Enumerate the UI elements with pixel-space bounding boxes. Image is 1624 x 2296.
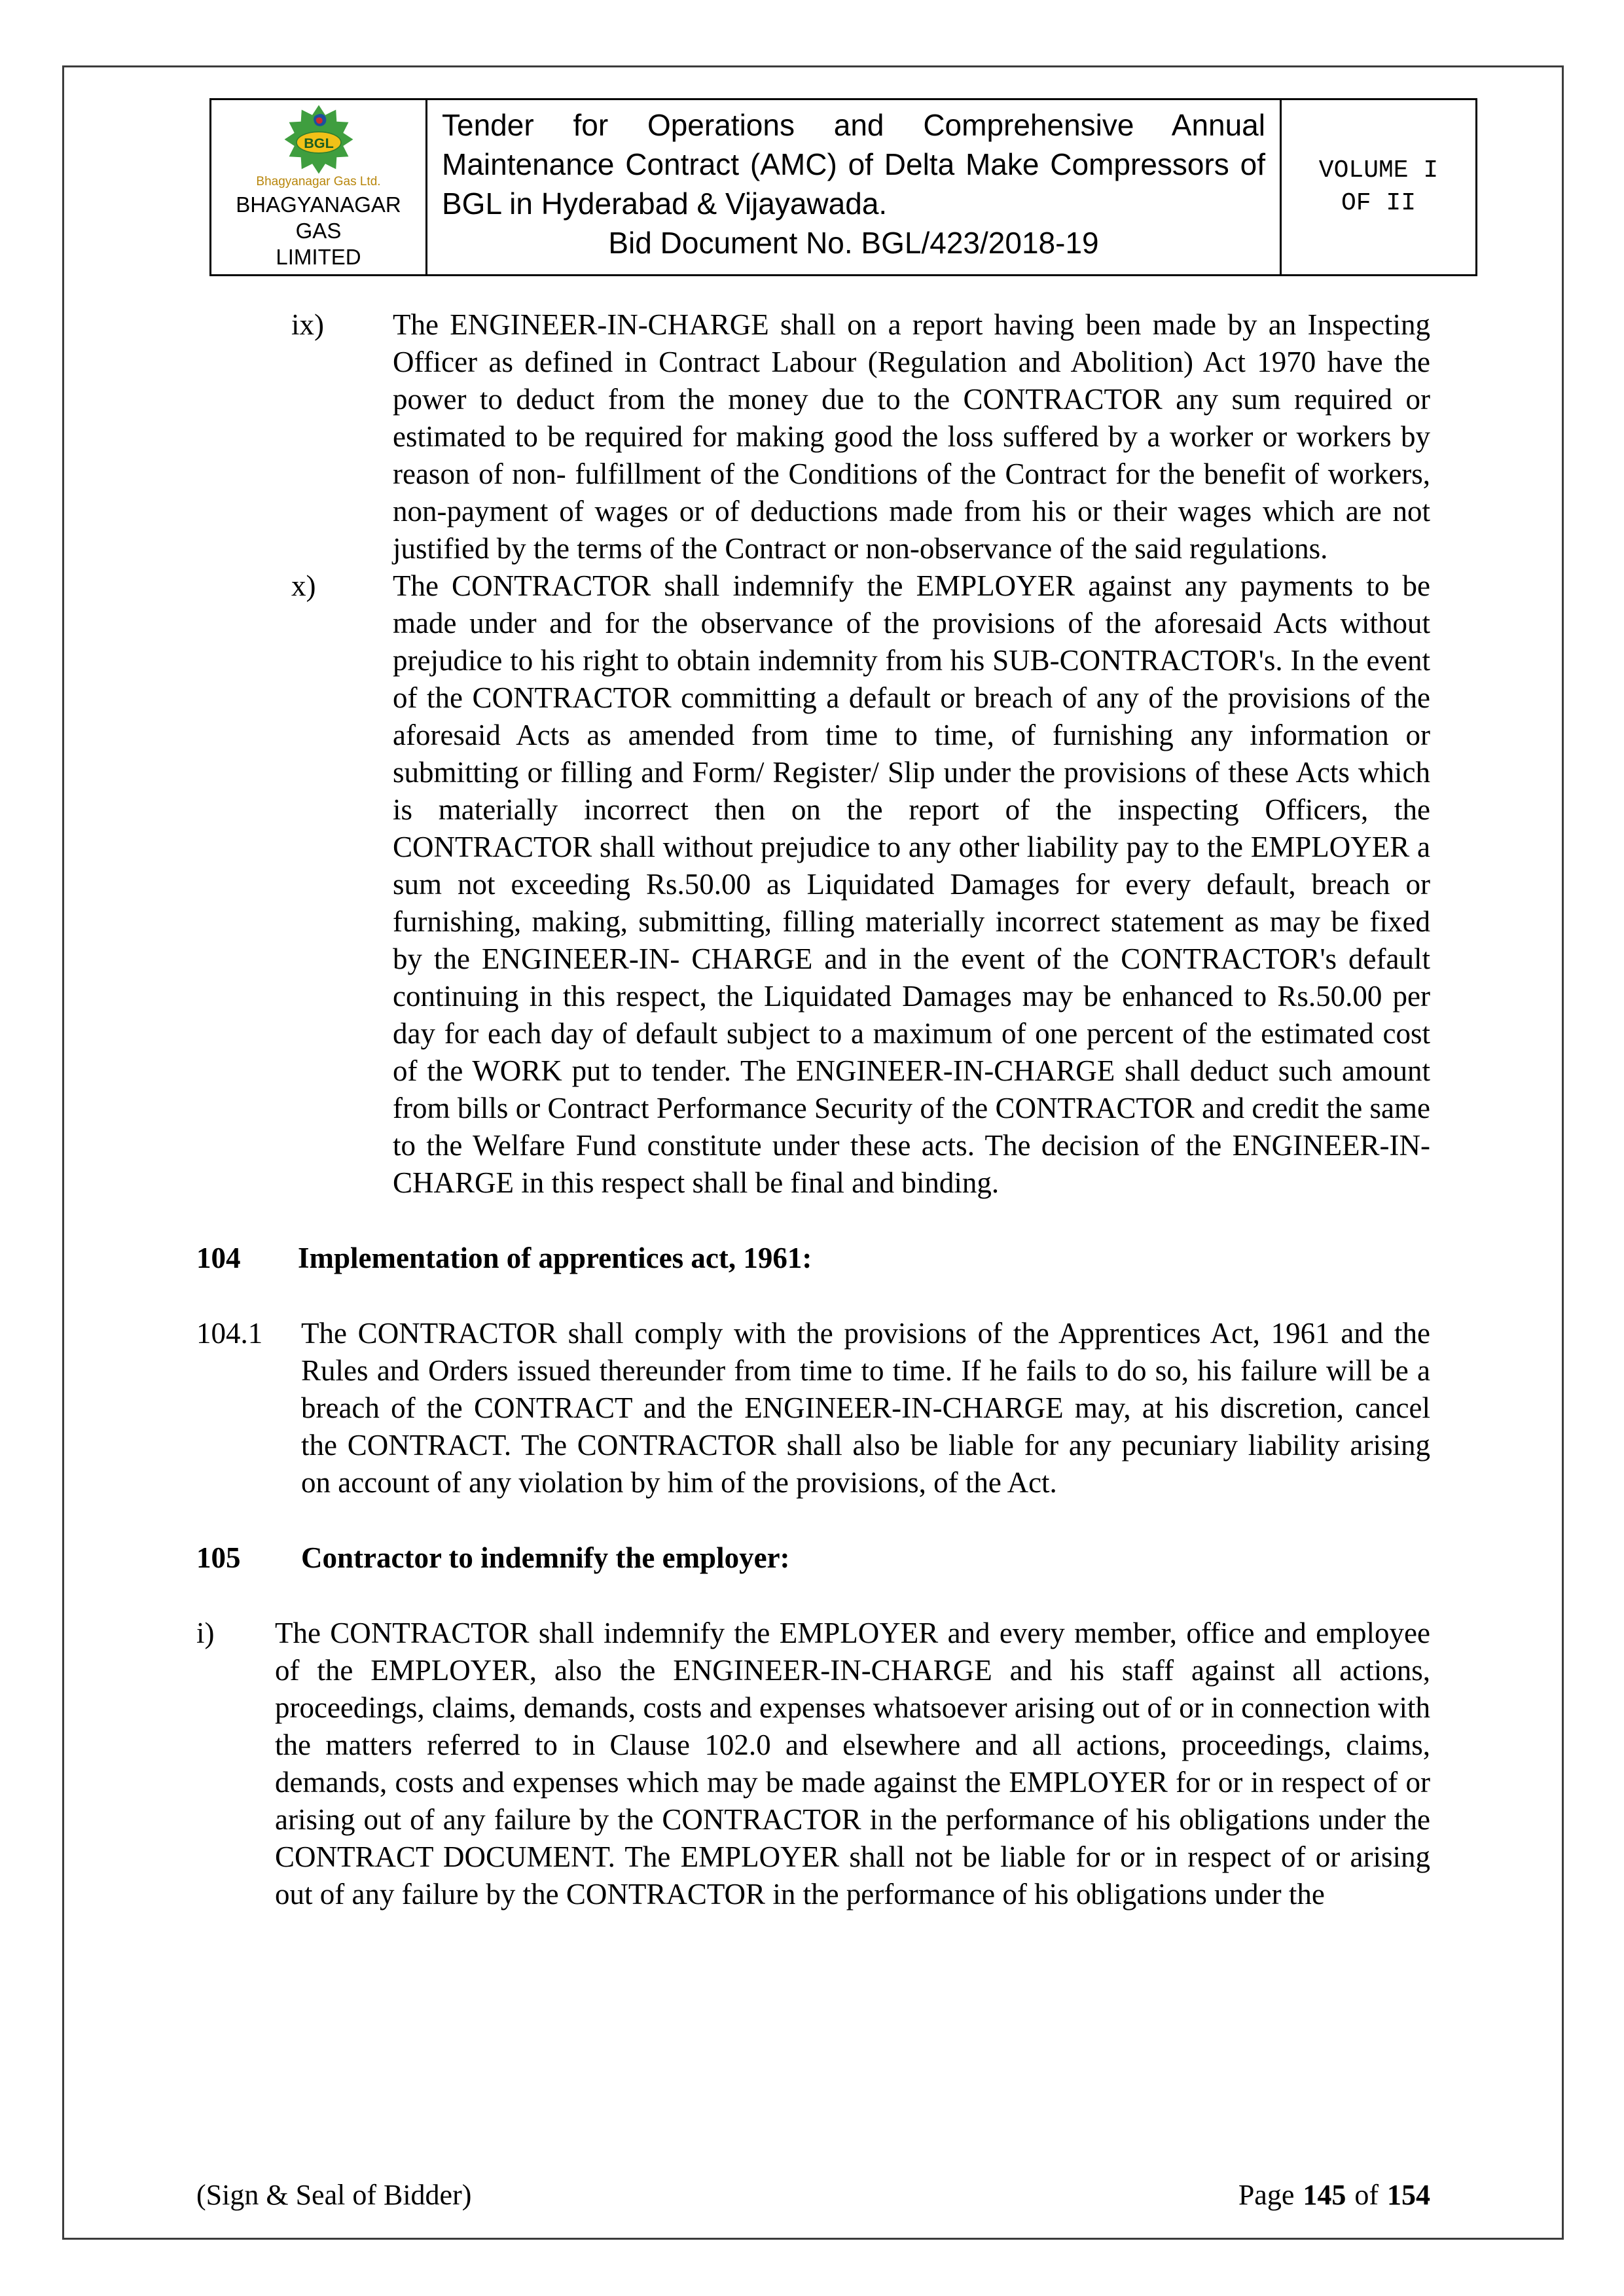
bid-document-number: Bid Document No. BGL/423/2018-19 [608, 226, 1099, 260]
logo-monogram: BGL [303, 135, 334, 152]
clause-104-1 [196, 1315, 1430, 1501]
company-name-line2: LIMITED [276, 245, 361, 269]
section-number: 104 [196, 1242, 241, 1274]
page-number: 145 [1303, 2179, 1346, 2211]
clause-item-x [196, 567, 1430, 1202]
header-logo-cell [211, 100, 427, 274]
company-name [214, 192, 423, 270]
section-heading-104 [196, 1240, 1430, 1277]
header-table [209, 98, 1477, 276]
clause-number: 104.1 [196, 1317, 263, 1350]
clause-text: The CONTRACTOR shall comply with the provisions of the Apprentices Act, 1961 and the Rules and Orders issued thereunder from time to time. If he fails to do so, his failure will be a breach of the CONTRACT and the ENGINEER-IN-CHARGE may, at his discretion, cancel the CONTRACT. The CONTRACTOR shall also be liable for any pecuniary liability arising on account of any violation by him of the provisions, of the Act. [301, 1317, 1430, 1499]
clause-label: i) [196, 1617, 215, 1649]
volume-line1: VOLUME I [1318, 156, 1439, 185]
of-word: of [1354, 2179, 1379, 2211]
section-number: 105 [196, 1541, 241, 1574]
clause-item-ix [196, 306, 1430, 567]
clause-text: The CONTRACTOR shall indemnify the EMPLOYER and every member, office and employee of the EMPLOYER, also the ENGINEER-IN-CHARGE and his staff against all actions, proceedings, claims, demands, costs and expenses whatsoever arising out of or in connection with the matters referred to in Clause 102.0 and elsewhere and all actions, proceedings, claims, demands, costs and expenses which may be made against the EMPLOYER for or in respect of or arising out of any failure by the CONTRACTOR in the performance of his obligations under the CONTRACT DOCUMENT. The EMPLOYER shall not be liable for or in respect of or arising out of any failure by the CONTRACTOR in the performance of his obligations under the [275, 1617, 1430, 1910]
page-footer [196, 2178, 1430, 2212]
page-indicator [1238, 2178, 1430, 2212]
bgl-logo-icon [270, 104, 368, 175]
document-body [196, 306, 1430, 1913]
sign-seal-note: (Sign & Seal of Bidder) [196, 2179, 472, 2211]
clause-label: x) [291, 569, 316, 602]
section-title: Implementation of apprentices act, 1961: [298, 1242, 812, 1274]
section-title: Contractor to indemnify the employer: [301, 1541, 790, 1574]
company-name-line1: BHAGYANAGAR GAS [236, 192, 401, 243]
volume-line2: OF II [1341, 189, 1416, 217]
clause-item-i [196, 1615, 1430, 1913]
clause-label: ix) [291, 308, 324, 341]
section-heading-105 [196, 1539, 1430, 1577]
logo-caption: Bhagyanagar Gas Ltd. [256, 175, 381, 188]
total-pages: 154 [1387, 2179, 1430, 2211]
page-word: Page [1238, 2179, 1295, 2211]
header-title-cell [427, 100, 1282, 274]
tender-title: Tender for Operations and Comprehensive Annual Maintenance Contract (AMC) of Delta Make Compressors of BGL in Hyderabad & Vijayawada. [442, 108, 1265, 221]
clause-text: The CONTRACTOR shall indemnify the EMPLOYER against any payments to be made under and for the observance of the provisions of the aforesaid Acts without prejudice to his right to obtain indemnity from his SUB-CONTRACTOR's. In the event of the CONTRACTOR committing a default or breach of any of the provisions of the aforesaid Acts as amended from time to time, of furnishing any information or submitting or filling and Form/ Register/ Slip under the provisions of these Acts which is materially incorrect then on the report of the inspecting Officers, the CONTRACTOR shall without prejudice to any other liability pay to the EMPLOYER a sum not exceeding Rs.50.00 as Liquidated Damages for every default, breach or furnishing, making, submitting, filling materially incorrect statement as may be fixed by the ENGINEER-IN- CHARGE and in the event of the CONTRACTOR's default continuing in this respect, the Liquidated Damages may be enhanced to Rs.50.00 per day for each day of default subject to a maximum of one percent of the estimated cost of the WORK put to tender. The ENGINEER-IN-CHARGE shall deduct such amount from bills or Contract Performance Security of the CONTRACTOR and credit the same to the Welfare Fund constitute under these acts. The decision of the ENGINEER-IN-CHARGE in this respect shall be final and binding. [393, 569, 1430, 1199]
clause-text: The ENGINEER-IN-CHARGE shall on a report having been made by an Inspecting Officer as defined in Contract Labour (Regulation and Abolition) Act 1970 have the power to deduct from the money due to the CONTRACTOR any sum required or estimated to be required for making good the loss suffered by a worker or workers by reason of non- fulfillment of the Conditions of the Contract for the benefit of workers, non-payment of wages or of deductions made from his or their wages which are not justified by the terms of the Contract or non-observance of the said regulations. [393, 308, 1430, 565]
header-volume-cell [1282, 100, 1475, 274]
